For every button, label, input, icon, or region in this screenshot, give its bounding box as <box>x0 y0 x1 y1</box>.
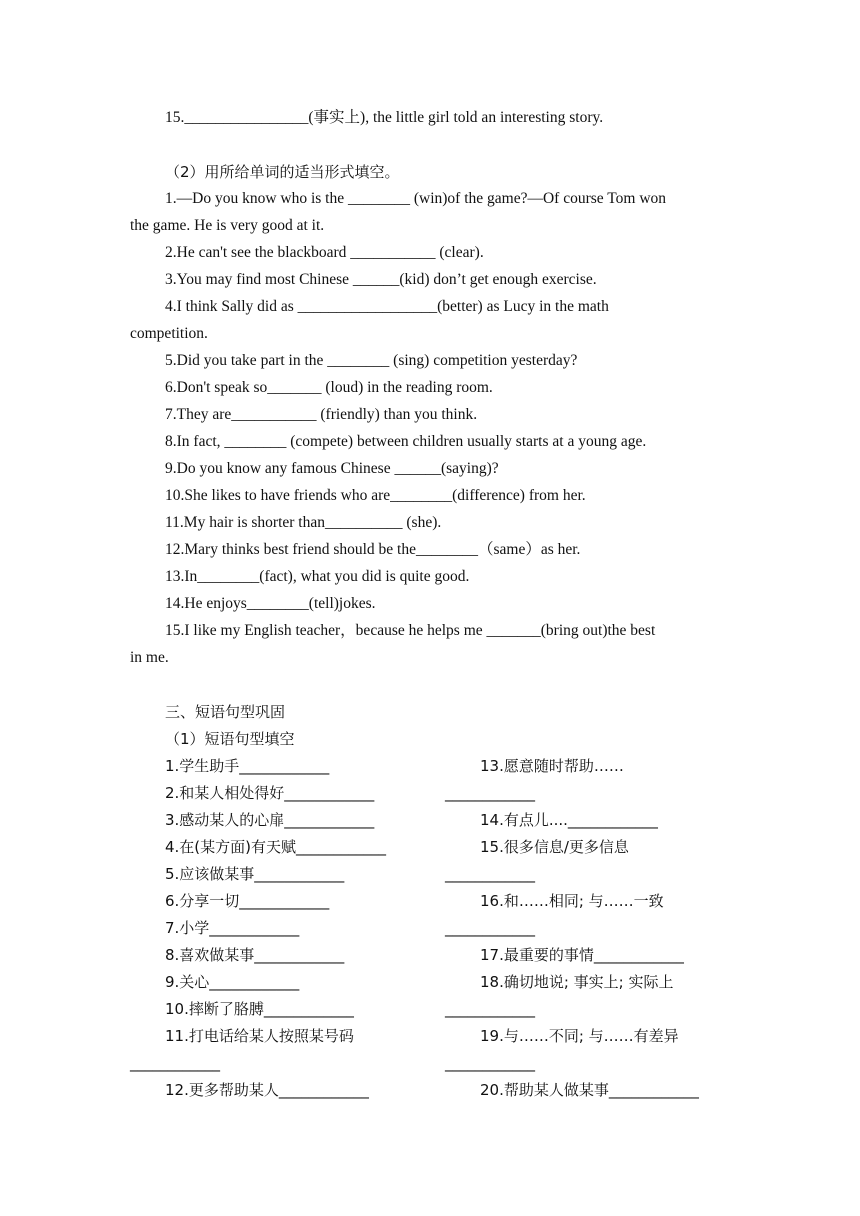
phrase-item-left: 6.分享一切____________ <box>165 892 330 910</box>
exercise-item: 9.Do you know any famous Chinese ______(saying)? <box>165 460 499 477</box>
phrase-item-left: 2.和某人相处得好____________ <box>165 784 375 802</box>
exercise-item: 2.He can't see the blackboard ___________ (clear). <box>165 244 484 261</box>
exercise-item: 6.Don't speak so_______ (loud) in the reading room. <box>165 379 493 396</box>
phrase-item-right-blank: ____________ <box>445 1000 535 1018</box>
phrase-item-right-blank: ____________ <box>445 784 535 802</box>
phrase-item-left: 1.学生助手____________ <box>165 757 330 775</box>
exercise-item-continuation: in me. <box>130 649 169 666</box>
phrase-item-right: 19.与……不同; 与……有差异 <box>480 1027 679 1045</box>
section-2-heading: （2）用所给单词的适当形式填空。 <box>165 163 400 181</box>
phrase-item-right-blank: ____________ <box>445 865 535 883</box>
phrase-item-right-blank: ____________ <box>445 1054 535 1072</box>
phrase-item-left: 8.喜欢做某事____________ <box>165 946 345 964</box>
exercise-item: 14.He enjoys________(tell)jokes. <box>165 595 376 612</box>
exercise-item: 12.Mary thinks best friend should be the________（same）as her. <box>165 541 581 558</box>
phrase-item-left: 7.小学____________ <box>165 919 300 937</box>
phrase-item-left: 9.关心____________ <box>165 973 300 991</box>
exercise-item-continuation: competition. <box>130 325 208 342</box>
exercise-item-15-top: 15.________________(事实上), the little girl told an interesting story. <box>165 109 604 126</box>
phrase-item-left: 4.在(某方面)有天赋____________ <box>165 838 387 856</box>
phrase-item-right: 14.有点儿....____________ <box>480 811 658 829</box>
exercise-item-continuation: the game. He is very good at it. <box>130 217 325 234</box>
phrase-item-right: 20.帮助某人做某事____________ <box>480 1081 699 1099</box>
phrase-item-right: 17.最重要的事情____________ <box>480 946 684 964</box>
exercise-item: 7.They are___________ (friendly) than you think. <box>165 406 478 423</box>
phrase-item-right: 16.和……相同; 与……一致 <box>480 892 664 910</box>
exercise-item: 4.I think Sally did as __________________(better) as Lucy in the math <box>165 298 609 315</box>
exercise-item: 11.My hair is shorter than__________ (she). <box>165 514 442 531</box>
phrase-item-right: 13.愿意随时帮助…… <box>480 757 624 775</box>
phrase-item-left: 12.更多帮助某人____________ <box>165 1081 369 1099</box>
section-3-heading: 三、短语句型巩固 <box>165 703 286 721</box>
phrase-item-left: 3.感动某人的心扉____________ <box>165 811 375 829</box>
exercise-item: 10.She likes to have friends who are________(difference) from her. <box>165 487 586 504</box>
phrase-item-left: 10.摔断了胳膊____________ <box>165 1000 354 1018</box>
phrase-item-left-blank: ____________ <box>130 1054 220 1072</box>
exercise-item: 13.In________(fact), what you did is quite good. <box>165 568 470 585</box>
phrase-item-left: 5.应该做某事____________ <box>165 865 345 883</box>
exercise-item: 8.In fact, ________ (compete) between children usually starts at a young age. <box>165 433 647 450</box>
exercise-item: 3.You may find most Chinese ______(kid) don’t get enough exercise. <box>165 271 597 288</box>
exercise-item: 15.I like my English teacher，because he helps me _______(bring out)the best <box>165 622 656 639</box>
exercise-item: 1.—Do you know who is the ________ (win)of the game?—Of course Tom won <box>165 190 667 207</box>
phrase-item-right: 15.很多信息/更多信息 <box>480 838 629 856</box>
section-3-subheading: （1）短语句型填空 <box>165 730 295 748</box>
phrase-item-left: 11.打电话给某人按照某号码 <box>165 1027 354 1045</box>
phrase-item-right: 18.确切地说; 事实上; 实际上 <box>480 973 674 991</box>
exercise-item: 5.Did you take part in the ________ (sing) competition yesterday? <box>165 352 578 369</box>
phrase-item-right-blank: ____________ <box>445 919 535 937</box>
